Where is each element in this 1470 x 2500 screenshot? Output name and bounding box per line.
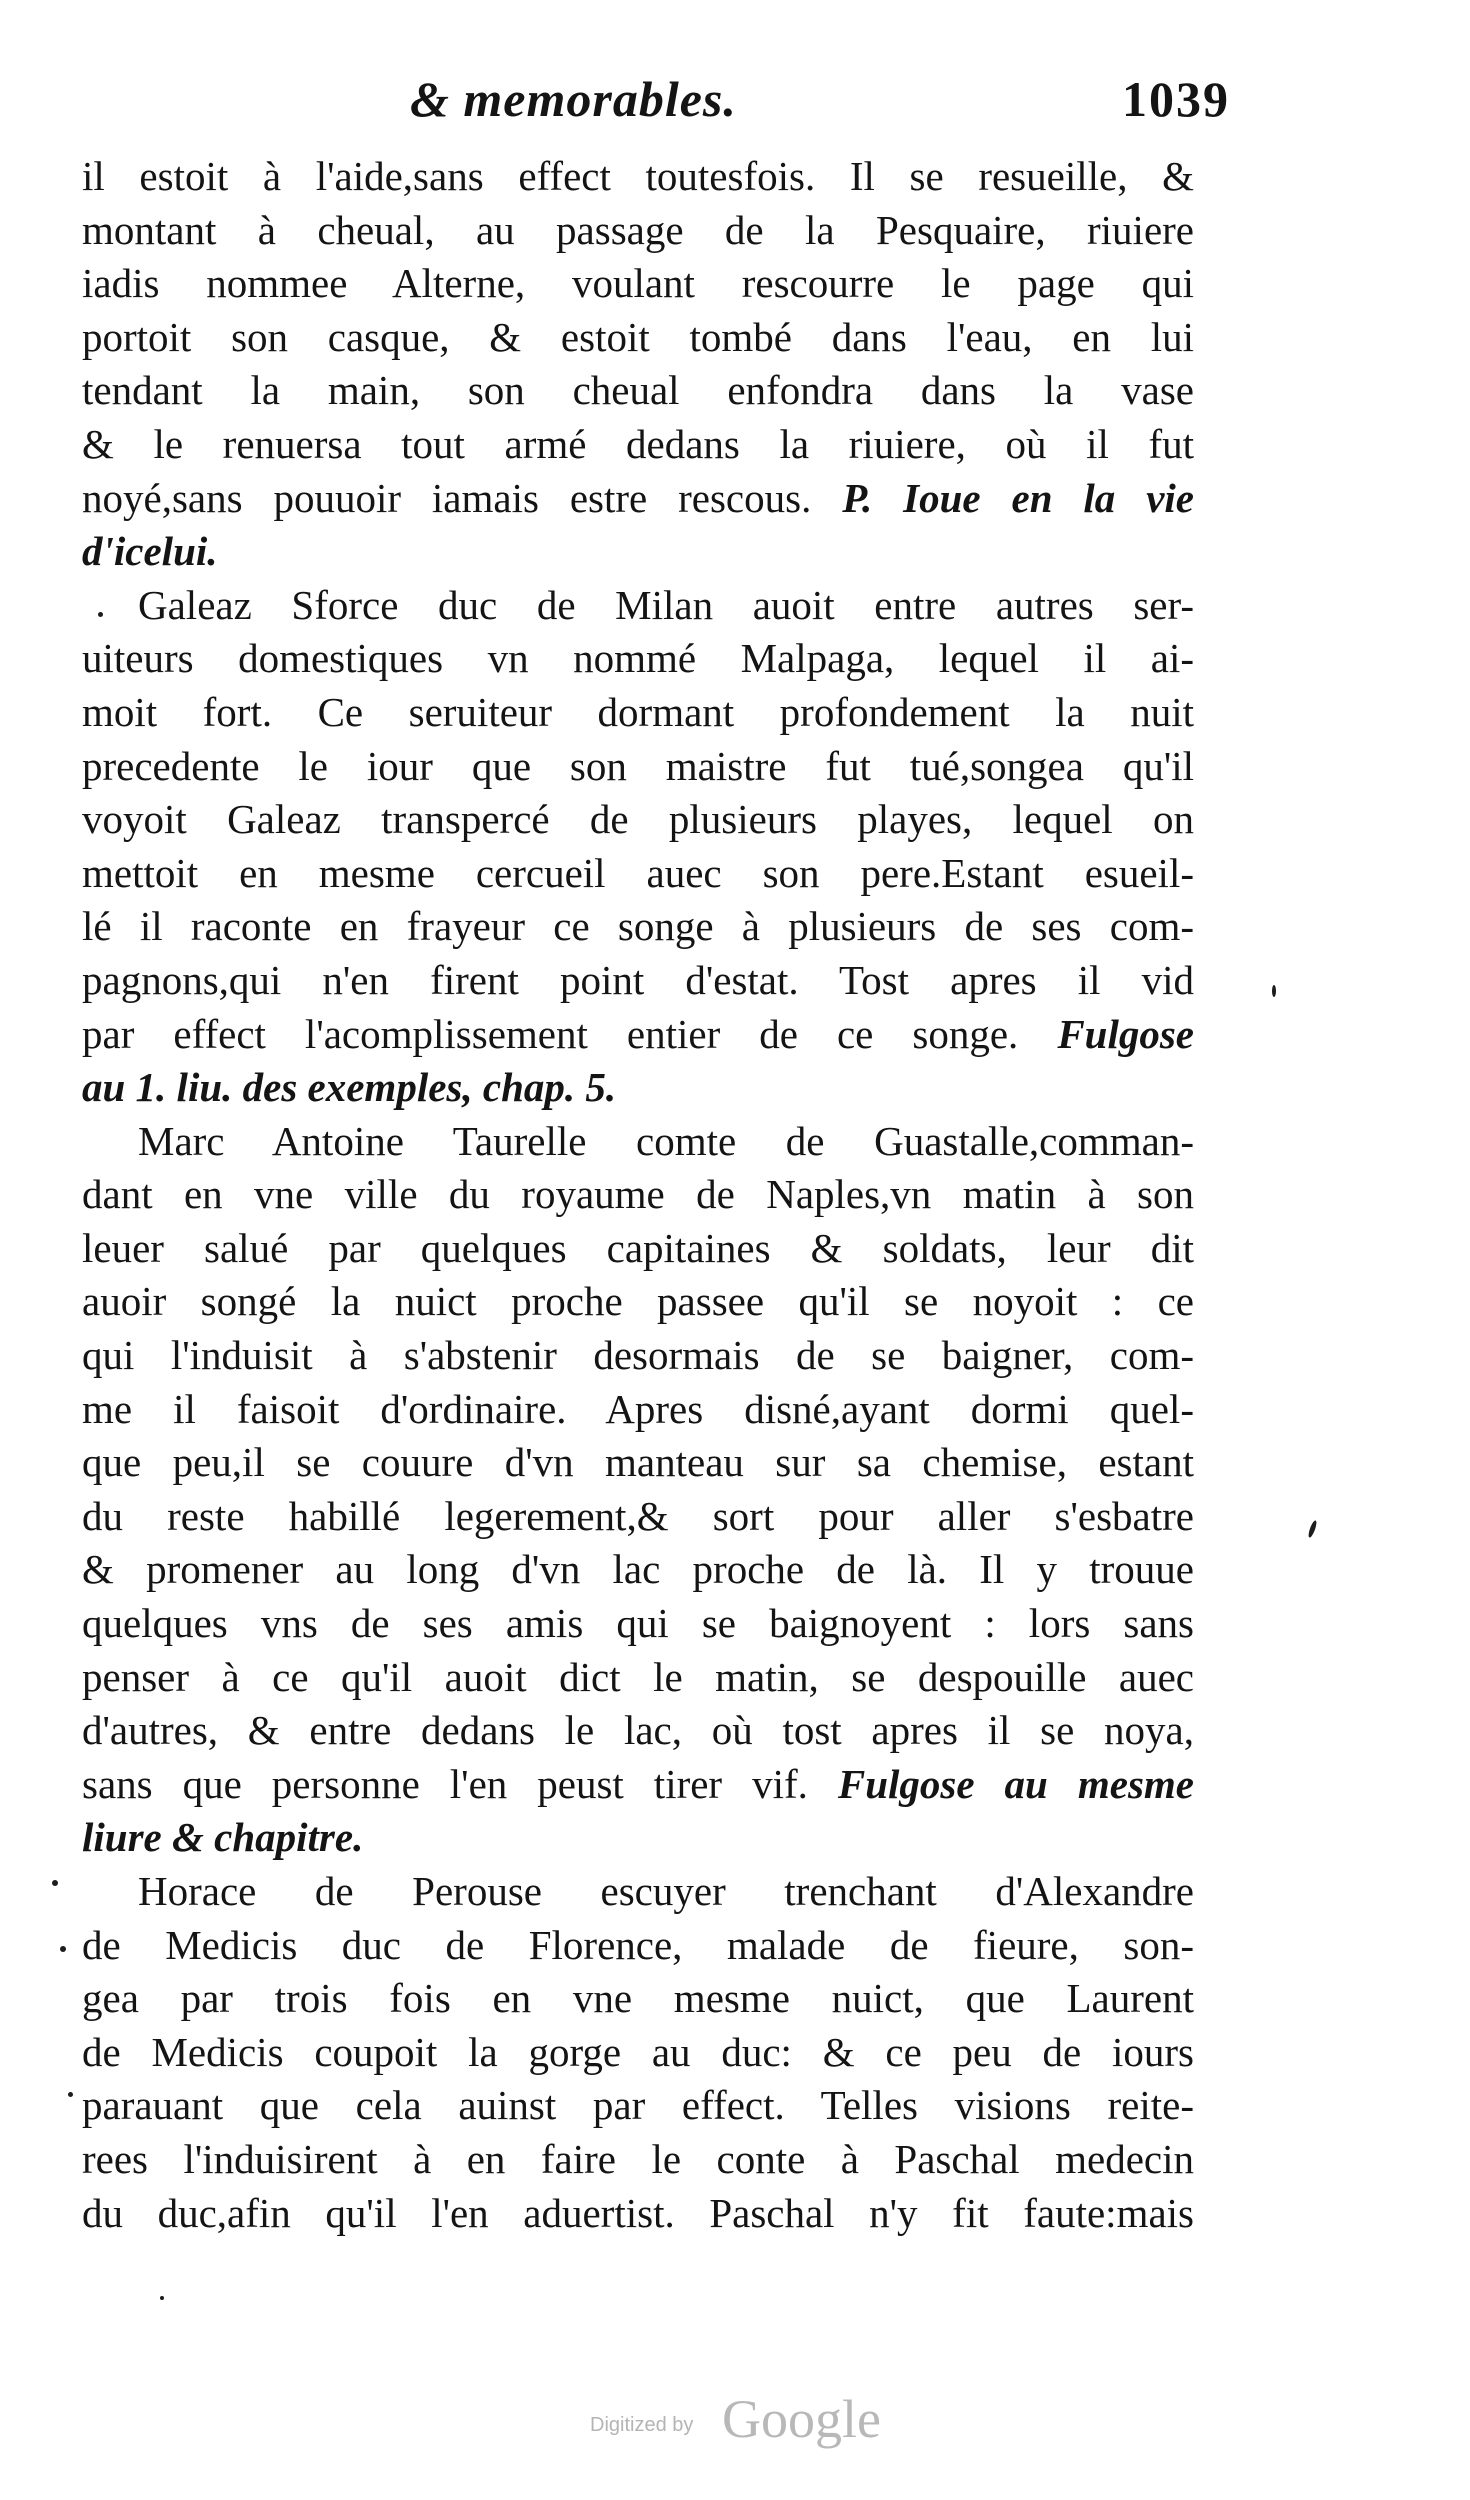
google-logo: Google bbox=[722, 2389, 881, 2449]
text-line: & le renuersa tout armé dedans la riuiere, où il fut bbox=[82, 420, 1194, 467]
running-head bbox=[410, 70, 1230, 150]
text-line: mettoit en mesme cercueil auec son pere.Estant esueil- bbox=[82, 849, 1194, 896]
citation: P. Ioue en la vie bbox=[842, 474, 1194, 521]
text-line: uiteurs domestiques vn nommé Malpaga, lequel il ai- bbox=[82, 635, 1194, 682]
text-line: dant en vne ville du royaume de Naples,vn matin à son bbox=[82, 1171, 1194, 1218]
text-line: moit fort. Ce seruiteur dormant profondement la nuit bbox=[82, 688, 1194, 735]
citation-line: liure & chapitre. bbox=[82, 1814, 364, 1861]
paragraph-start-line: Marc Antoine Taurelle comte de Guastalle,comman- bbox=[138, 1117, 1194, 1164]
text-line: lé il raconte en frayeur ce songe à plusieurs de ses com- bbox=[82, 903, 1194, 950]
scan-speck bbox=[1272, 985, 1276, 997]
text-line: parauant que cela auinst par effect. Telles visions reite- bbox=[82, 2082, 1194, 2129]
text-line: auoir songé la nuict proche passee qu'il se noyoit : ce bbox=[82, 1278, 1194, 1325]
scan-speck bbox=[60, 1946, 66, 1952]
scan-speck bbox=[1307, 1520, 1318, 1539]
digitized-by-google-watermark bbox=[590, 2388, 920, 2448]
citation-line: au 1. liu. des exemples, chap. 5. bbox=[82, 1064, 617, 1111]
text-line: montant à cheual, au passage de la Pesquaire, riuiere bbox=[82, 206, 1194, 253]
text-line: gea par trois fois en vne mesme nuict, que Laurent bbox=[82, 1975, 1194, 2022]
text-line: d'autres, & entre dedans le lac, où tost apres il se noya, bbox=[82, 1707, 1194, 1754]
text-line: rees l'induisirent à en faire le conte à Paschal medecin bbox=[82, 2135, 1194, 2182]
text-line: me il faisoit d'ordinaire. Apres disné,ayant dormi quel- bbox=[82, 1385, 1194, 1432]
text-line: pagnons,qui n'en firent point d'estat. Tost apres il vid bbox=[82, 956, 1194, 1003]
text-line: que peu,il se couure d'vn manteau sur sa chemise, estant bbox=[82, 1439, 1194, 1486]
running-title: & memorables. bbox=[410, 71, 737, 127]
citation-line: d'icelui. bbox=[82, 528, 218, 575]
line-text: sans que personne l'en peust tirer vif. bbox=[82, 1760, 808, 1807]
text-line: precedente le iour que son maistre fut tué,songea qu'il bbox=[82, 742, 1194, 789]
text-line: qui l'induisit à s'abstenir desormais de se baigner, com- bbox=[82, 1332, 1194, 1379]
scan-speck bbox=[160, 2296, 164, 2300]
text-line: leuer salué par quelques capitaines & soldats, leur dit bbox=[82, 1224, 1194, 1271]
text-line: penser à ce qu'il auoit dict le matin, se despouille auec bbox=[82, 1653, 1194, 1700]
text-line-with-citation bbox=[82, 1008, 1194, 1062]
scan-speck bbox=[98, 612, 103, 617]
text-line: quelques vns de ses amis qui se baignoyent : lors sans bbox=[82, 1600, 1194, 1647]
text-line: de Medicis duc de Florence, malade de fieure, son- bbox=[82, 1921, 1194, 1968]
text-line: iadis nommee Alterne, voulant rescourre le page qui bbox=[82, 260, 1194, 307]
page-number: 1039 bbox=[1122, 71, 1230, 127]
text-line: & promener au long d'vn lac proche de là. Il y trouue bbox=[82, 1546, 1194, 1593]
digitized-by-label: Digitized by bbox=[590, 2414, 694, 2436]
text-line: portoit son casque, & estoit tombé dans l'eau, en lui bbox=[82, 313, 1194, 360]
paragraph-start-line: Galeaz Sforce duc de Milan auoit entre autres ser- bbox=[138, 581, 1194, 628]
text-line: voyoit Galeaz transpercé de plusieurs playes, lequel on bbox=[82, 796, 1194, 843]
line-text: noyé,sans pouuoir iamais estre rescous. bbox=[82, 474, 812, 521]
text-line: tendant la main, son cheual enfondra dans la vase bbox=[82, 367, 1194, 414]
citation: Fulgose au mesme bbox=[837, 1760, 1194, 1807]
citation: Fulgose bbox=[1057, 1010, 1194, 1057]
text-line-with-citation bbox=[82, 472, 1194, 526]
body-text bbox=[82, 150, 1194, 2240]
line-text: par effect l'acomplissement entier de ce songe. bbox=[82, 1010, 1019, 1057]
text-line: du reste habillé legerement,& sort pour aller s'esbatre bbox=[82, 1492, 1194, 1539]
scan-speck bbox=[52, 1880, 58, 1886]
scan-speck bbox=[68, 2092, 73, 2097]
paragraph-start-line: Horace de Perouse escuyer trenchant d'Alexandre bbox=[138, 1868, 1194, 1914]
text-line: du duc,afin qu'il l'en aduertist. Paschal n'y fit faute:mais bbox=[82, 2189, 1194, 2236]
text-line: il estoit à l'aide,sans effect toutesfois. Il se resueille, & bbox=[82, 153, 1194, 199]
text-line-with-citation bbox=[82, 1758, 1194, 1812]
text-line: de Medicis coupoit la gorge au duc: & ce peu de iours bbox=[82, 2028, 1194, 2075]
